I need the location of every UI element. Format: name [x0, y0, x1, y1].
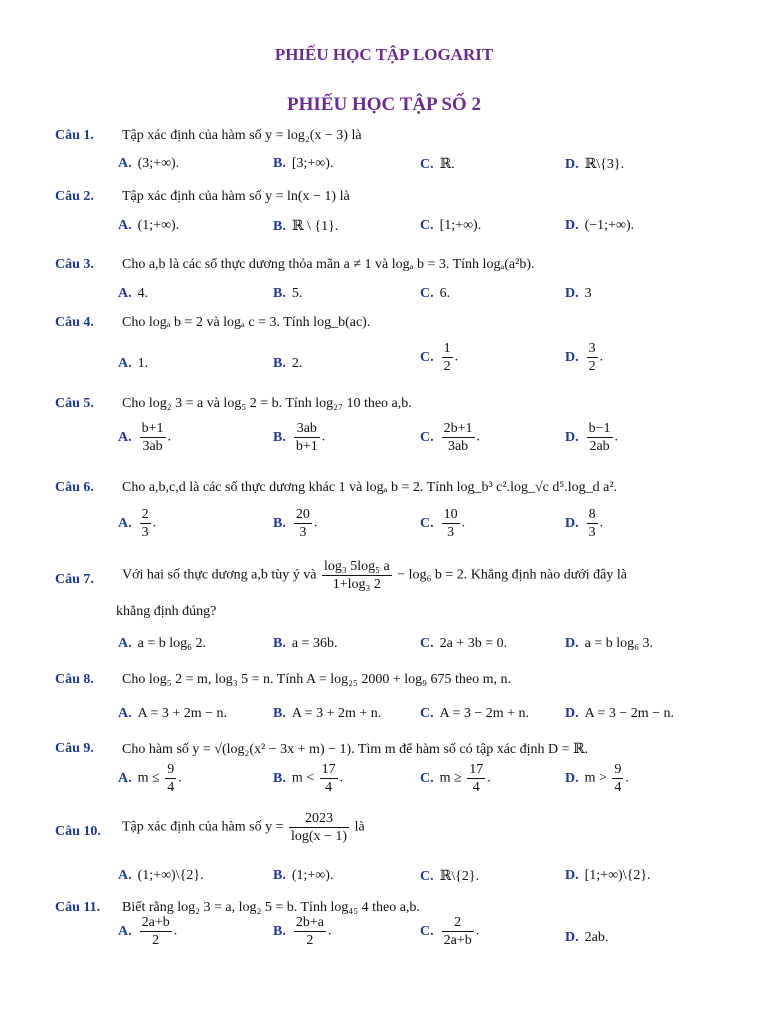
answer-option — [565, 706, 674, 722]
answer-option — [420, 420, 480, 455]
answer-option — [273, 706, 381, 722]
fraction-denominator: 4 — [472, 780, 480, 795]
answer-option — [420, 914, 479, 949]
option-letter: A. — [118, 286, 132, 301]
fraction-numerator: log₃ 5log₅ a — [323, 559, 390, 574]
option-prefix: m > — [584, 770, 611, 786]
answer-option — [118, 706, 227, 722]
answer-option — [565, 156, 624, 173]
option-text: ℝ. — [439, 157, 455, 172]
option-letter: B. — [273, 429, 286, 445]
option-fraction — [294, 506, 312, 541]
question-label: Câu 5. — [55, 396, 94, 411]
answer-option — [118, 868, 204, 884]
option-text: [1;+∞)\{2}. — [584, 868, 651, 883]
question-label: Câu 8. — [55, 672, 94, 687]
fraction-denominator: 3ab — [142, 439, 163, 454]
answer-option — [118, 156, 179, 172]
question-stem: Cho log₂ 3 = a và log₅ 2 = b. Tính log₂₇ 10 theo a,b. — [122, 396, 412, 411]
option-text: A = 3 + 2m − n. — [137, 706, 228, 721]
stem-text: Tập xác định của hàm số y = — [122, 819, 287, 835]
option-text: A = 3 − 2m − n. — [584, 706, 675, 721]
option-fraction — [140, 914, 172, 949]
question-stem: Cho a,b là các số thực dương thỏa mãn a ≠ 1 và logₐ b = 3. Tính logₐ(a²b). — [122, 257, 535, 272]
option-fraction — [294, 914, 326, 949]
answer-option — [273, 420, 325, 455]
fraction-denominator: log(x − 1) — [290, 829, 348, 844]
option-text: ℝ\{3}. — [584, 157, 625, 172]
answer-option — [565, 340, 603, 375]
option-letter: A. — [118, 706, 132, 721]
fraction-denominator: 3 — [141, 525, 149, 540]
option-fraction — [587, 506, 598, 541]
option-letter: B. — [273, 286, 286, 301]
question-label: Câu 6. — [55, 480, 94, 495]
option-letter: A. — [118, 923, 132, 939]
option-text: (−1;+∞). — [584, 218, 635, 233]
fraction-denominator: b+1 — [295, 439, 318, 454]
question-label: Câu 9. — [55, 741, 94, 756]
answer-option — [420, 340, 458, 375]
option-letter: C. — [420, 636, 434, 651]
fraction-denominator: 4 — [167, 780, 175, 795]
option-letter: B. — [273, 706, 286, 721]
option-text: [3;+∞). — [291, 156, 334, 171]
option-letter: B. — [273, 515, 286, 531]
fraction-denominator: 4 — [614, 780, 622, 795]
answer-option — [420, 156, 455, 173]
option-letter: B. — [273, 636, 286, 651]
option-fraction — [294, 420, 320, 455]
answer-option — [273, 914, 331, 949]
answer-option — [273, 286, 302, 302]
option-text: 5. — [291, 286, 303, 301]
option-text: A = 3 − 2m + n. — [439, 706, 530, 721]
question-stem — [122, 558, 722, 593]
option-text: 6. — [439, 286, 451, 301]
option-period: . — [625, 770, 629, 786]
option-letter: D. — [565, 930, 579, 945]
fraction-numerator: 2023 — [289, 810, 349, 828]
fraction-numerator: 17 — [469, 762, 484, 777]
option-period: . — [475, 923, 480, 939]
option-letter: D. — [565, 636, 579, 651]
option-letter: D. — [565, 157, 579, 172]
answer-option — [565, 420, 618, 455]
answer-option — [273, 356, 302, 372]
answer-option — [420, 218, 481, 234]
answer-option — [565, 506, 603, 541]
option-text: 2. — [291, 356, 303, 371]
option-prefix: m ≥ — [439, 770, 466, 786]
option-period: . — [599, 515, 604, 531]
answer-option — [273, 218, 338, 235]
answer-option — [273, 636, 337, 652]
option-period: . — [614, 429, 619, 445]
option-text: ℝ\{2}. — [439, 869, 480, 884]
stem-text: Với hai số thực dương a,b tùy ý và — [122, 567, 320, 583]
fraction-denominator: 4 — [325, 780, 333, 795]
fraction-numerator: 17 — [321, 762, 336, 777]
option-period: . — [313, 515, 318, 531]
fraction-numerator: 3ab — [294, 420, 320, 438]
fraction-numerator: 2a+b — [141, 915, 170, 930]
answer-option — [273, 156, 333, 172]
fraction-denominator: 3ab — [447, 439, 469, 454]
option-text: A = 3 + 2m + n. — [291, 706, 382, 721]
question-stem: Cho logₐ b = 2 và logₐ c = 3. Tính log_b(ac). — [122, 315, 371, 330]
option-text: 2ab. — [584, 930, 609, 945]
option-fraction — [442, 340, 453, 375]
answer-option — [118, 218, 179, 234]
option-fraction — [442, 506, 460, 541]
answer-option — [273, 506, 317, 541]
option-letter: C. — [420, 706, 434, 721]
question-label: Câu 7. — [55, 572, 94, 587]
option-period: . — [152, 515, 157, 531]
option-fraction — [587, 340, 598, 375]
question-label: Câu 3. — [55, 257, 94, 272]
stem-fraction — [289, 810, 349, 845]
fraction-numerator: 2b+a — [295, 915, 324, 930]
option-text: a = b log₆ 2. — [137, 636, 207, 651]
answer-option — [118, 761, 182, 796]
option-letter: A. — [118, 515, 132, 531]
option-period: . — [321, 429, 326, 445]
option-letter: B. — [273, 156, 286, 171]
option-text: [1;+∞). — [439, 218, 482, 233]
question-stem: Cho hàm số y = √(log₂(x² − 3x + m) − 1). Tìm m để hàm số có tập xác định D = ℝ. — [122, 742, 589, 757]
option-fraction — [467, 761, 485, 796]
option-period: . — [454, 349, 459, 365]
option-period: . — [599, 349, 604, 365]
answer-option — [118, 420, 171, 455]
option-period: . — [461, 515, 466, 531]
fraction-numerator: 2b+1 — [443, 421, 473, 436]
fraction-numerator: b−1 — [588, 421, 611, 436]
question-label: Câu 2. — [55, 189, 94, 204]
option-fraction — [140, 420, 166, 455]
fraction-denominator: 2 — [306, 933, 314, 948]
fraction-numerator: 3 — [588, 341, 596, 356]
option-letter: A. — [118, 429, 132, 445]
option-text: 2a + 3b = 0. — [439, 636, 508, 651]
fraction-numerator: b+1 — [141, 421, 164, 436]
fraction-denominator: 2 — [443, 359, 451, 374]
option-fraction — [442, 914, 474, 949]
option-letter: C. — [420, 770, 434, 786]
question-stem: Cho a,b,c,d là các số thực dương khác 1 và logₐ b = 2. Tính log_b³ c².log_√c d⁵.log_d a². — [122, 480, 618, 495]
question-stem: Biết rằng log₂ 3 = a, log₂ 5 = b. Tính log₄₅ 4 theo a,b. — [122, 900, 420, 915]
option-letter: D. — [565, 349, 579, 365]
option-letter: D. — [565, 770, 579, 786]
option-text: 1. — [137, 356, 149, 371]
option-letter: D. — [565, 218, 579, 233]
fraction-numerator: 2 — [442, 914, 474, 932]
option-letter: B. — [273, 356, 286, 371]
fraction-denominator: 3 — [588, 525, 596, 540]
answer-option — [565, 286, 592, 302]
option-letter: B. — [273, 868, 286, 883]
question-label: Câu 11. — [55, 900, 101, 915]
option-letter: A. — [118, 636, 132, 651]
fraction-denominator: 2 — [152, 933, 160, 948]
fraction-denominator: 2a+b — [443, 933, 472, 948]
answer-option — [420, 506, 465, 541]
question-label: Câu 10. — [55, 824, 101, 839]
option-letter: C. — [420, 157, 434, 172]
question-stem-continued: khẳng định đúng? — [116, 604, 217, 619]
answer-option — [118, 356, 148, 372]
option-text: (1;+∞). — [291, 868, 334, 883]
question-stem — [122, 810, 722, 845]
worksheet-title: PHIẾU HỌC TẬP LOGARIT — [274, 45, 494, 64]
answer-option — [118, 914, 177, 949]
answer-option — [565, 930, 608, 946]
option-text: ℝ \ {1}. — [291, 219, 339, 234]
option-fraction — [140, 506, 151, 541]
option-period: . — [487, 770, 491, 786]
question-stem: Tập xác định của hàm số y = ln(x − 1) là — [122, 189, 350, 204]
worksheet-subtitle: PHIẾU HỌC TẬP SỐ 2 — [287, 94, 481, 115]
answer-option — [420, 761, 491, 796]
option-letter: A. — [118, 770, 132, 786]
fraction-numerator: 9 — [614, 762, 622, 777]
fraction-denominator: 2 — [588, 359, 596, 374]
answer-option — [118, 286, 148, 302]
option-fraction — [165, 761, 176, 796]
option-letter: A. — [118, 356, 132, 371]
stem-fraction — [322, 558, 392, 593]
option-letter: C. — [420, 923, 434, 939]
question-stem: Cho log₅ 2 = m, log₃ 5 = n. Tính A = log₂₅ 2000 + log₉ 675 theo m, n. — [122, 672, 512, 687]
answer-option — [118, 506, 156, 541]
option-letter: C. — [420, 515, 434, 531]
fraction-numerator: 10 — [443, 507, 458, 522]
option-letter: B. — [273, 219, 286, 234]
option-prefix: m < — [291, 770, 318, 786]
option-text: a = b log₆ 3. — [584, 636, 654, 651]
fraction-numerator: 9 — [167, 762, 175, 777]
option-fraction — [587, 420, 613, 455]
answer-option — [420, 868, 479, 885]
fraction-numerator: 20 — [295, 507, 310, 522]
option-text: (1;+∞). — [137, 218, 180, 233]
question-stem: Tập xác định của hàm số y = log₂(x − 3) là — [122, 128, 362, 143]
option-letter: A. — [118, 868, 132, 883]
option-period: . — [178, 770, 182, 786]
option-letter: A. — [118, 156, 132, 171]
question-label: Câu 1. — [55, 128, 94, 143]
question-label: Câu 4. — [55, 315, 94, 330]
fraction-denominator: 2ab — [589, 439, 610, 454]
option-letter: D. — [565, 515, 579, 531]
option-text: 3 — [584, 286, 592, 301]
fraction-denominator: 3 — [299, 525, 307, 540]
option-letter: C. — [420, 349, 434, 365]
option-period: . — [167, 429, 172, 445]
option-letter: C. — [420, 218, 434, 233]
option-fraction — [612, 761, 623, 796]
answer-option — [420, 636, 507, 652]
answer-option — [565, 868, 651, 884]
option-period: . — [173, 923, 178, 939]
answer-option — [565, 761, 629, 796]
fraction-numerator: 1 — [443, 341, 451, 356]
option-prefix: m ≤ — [137, 770, 164, 786]
answer-option — [273, 868, 333, 884]
fraction-numerator: 2 — [141, 507, 149, 522]
option-period: . — [339, 770, 344, 786]
fraction-numerator: 8 — [588, 507, 596, 522]
option-letter: D. — [565, 706, 579, 721]
answer-option — [565, 636, 653, 652]
option-period: . — [327, 923, 332, 939]
option-letter: B. — [273, 770, 286, 786]
fraction-denominator: 1+log₃ 2 — [332, 577, 381, 592]
option-letter: C. — [420, 869, 434, 884]
option-letter: B. — [273, 923, 286, 939]
option-period: . — [476, 429, 481, 445]
option-text: (3;+∞). — [137, 156, 180, 171]
stem-text: là — [351, 819, 365, 835]
answer-option — [273, 761, 343, 796]
answer-option — [420, 706, 529, 722]
answer-option — [118, 636, 206, 652]
option-letter: C. — [420, 429, 434, 445]
answer-option — [420, 286, 450, 302]
option-text: (1;+∞)\{2}. — [137, 868, 204, 883]
option-fraction — [320, 761, 338, 796]
option-letter: D. — [565, 429, 579, 445]
option-letter: C. — [420, 286, 434, 301]
option-text: 4. — [137, 286, 149, 301]
fraction-denominator: 3 — [447, 525, 455, 540]
option-letter: D. — [565, 868, 579, 883]
option-text: a = 36b. — [291, 636, 338, 651]
option-letter: D. — [565, 286, 579, 301]
stem-text: − log₆ b = 2. Khẳng định nào dưới đây là — [393, 567, 627, 583]
answer-option — [565, 218, 634, 234]
option-letter: A. — [118, 218, 132, 233]
option-fraction — [442, 420, 475, 455]
